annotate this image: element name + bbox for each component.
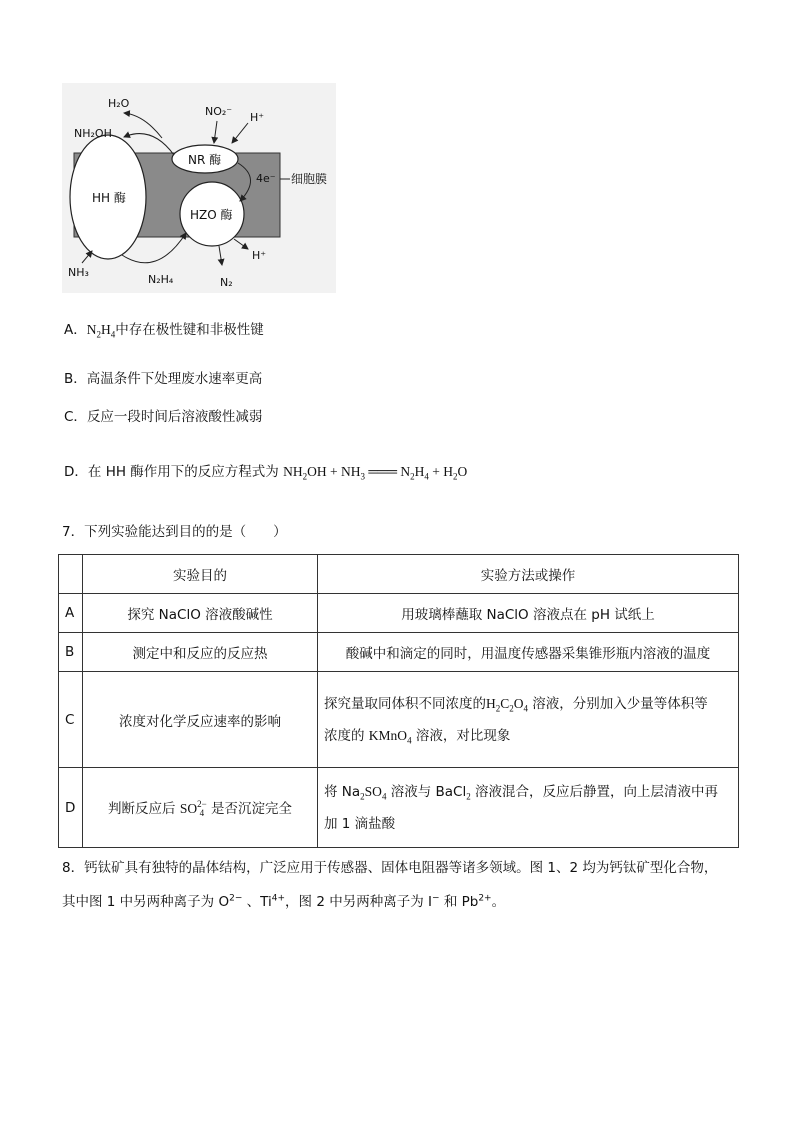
- equation-arrow: ═══: [368, 464, 398, 479]
- option-c-label: C．: [64, 409, 87, 425]
- option-c-text: 反应一段时间后溶液酸性减弱: [86, 409, 263, 425]
- label-hzo: HZO 酶: [190, 208, 233, 222]
- row-aim: 判断反应后 SO 2− 4 是否沉淀完全: [83, 768, 318, 848]
- label-hh: HH 酶: [92, 191, 126, 205]
- option-a-h: H: [101, 322, 111, 337]
- row-method: 用玻璃棒蘸取 NaClO 溶液点在 pH 试纸上: [318, 594, 739, 633]
- question-7-stem: 7．下列实验能达到目的的是（ ）: [62, 524, 287, 540]
- row-letter: C: [59, 672, 83, 768]
- option-b: [64, 367, 262, 387]
- row-letter: D: [59, 768, 83, 848]
- option-b-text: 高温条件下处理废水速率更高: [86, 371, 263, 387]
- label-n2: N₂: [220, 276, 233, 289]
- label-nh3: NH₃: [68, 266, 89, 279]
- option-d: [64, 460, 467, 480]
- header-aim: 实验目的: [83, 555, 318, 594]
- row-method: 探究量取同体积不同浓度的$H_2C_2O_4$ 溶液，分别加入少量等体积等 浓度的 KMnO$_4$ 溶液，对比现象: [318, 672, 739, 768]
- option-a-sub1: 2: [96, 329, 101, 340]
- table-row: [59, 633, 739, 672]
- experiment-table: [58, 554, 739, 848]
- row-method: 酸碱中和滴定的同时，用温度传感器采集锥形瓶内溶液的温度: [318, 633, 739, 672]
- option-a-text: 中存在极性键和非极性键: [115, 322, 264, 338]
- q8-line2: 其中图 1 中另两种离子为 $O^{2-}$ 、$Ti^{4+}$，图 2 中另两种离子为 I− 和 $Pb^{2+}$。: [62, 893, 506, 910]
- row-letter: B: [59, 633, 83, 672]
- label-h2o: H₂O: [108, 97, 130, 110]
- label-membrane: 细胞膜: [291, 172, 328, 186]
- option-a-n: N: [86, 322, 97, 337]
- question-8-stem: [62, 851, 744, 919]
- row-aim: 浓度对化学反应速率的影响: [83, 672, 318, 768]
- row-aim: 探究 NaClO 溶液酸碱性: [83, 594, 318, 633]
- label-h-bottom: H⁺: [252, 249, 267, 262]
- table-row: [59, 672, 739, 768]
- option-a: [64, 318, 264, 338]
- option-c: [64, 405, 262, 425]
- option-b-label: B．: [64, 371, 87, 387]
- option-d-label: D．: [64, 464, 88, 480]
- label-no2: NO₂⁻: [205, 105, 233, 118]
- row-aim: 测定中和反应的反应热: [83, 633, 318, 672]
- label-4e: 4e⁻: [256, 172, 276, 185]
- header-blank: [59, 555, 83, 594]
- label-n2h4: N₂H₄: [148, 273, 174, 286]
- option-a-sub2: 4: [110, 329, 116, 340]
- row-method: 将 $Na_2SO_4$ 溶液与 BaCl$_2$ 溶液混合，反应后静置，向上层清液中再 加 1 滴盐酸: [318, 768, 739, 848]
- label-nr: NR 酶: [188, 153, 222, 167]
- option-d-text: 在 HH 酶作用下的反应方程式为: [87, 464, 284, 480]
- option-d-equation: $NH_2OH + NH_3$ ═══ $N_2H_4 + H_2O$: [283, 464, 468, 482]
- q8-line1: 8．钙钛矿具有独特的晶体结构，广泛应用于传感器、固体电阻器等诸多领域。图 1、2 均为钙钛矿型化合物，: [62, 860, 718, 876]
- table-row: [59, 768, 739, 848]
- enzyme-membrane-diagram: [62, 83, 336, 293]
- table-row: [59, 594, 739, 633]
- header-method: 实验方法或操作: [318, 555, 739, 594]
- label-h-top: H⁺: [250, 111, 265, 124]
- option-a-label: A．: [64, 322, 87, 338]
- label-nh2oh: NH₂OH: [74, 127, 112, 140]
- row-letter: A: [59, 594, 83, 633]
- table-header-row: [59, 555, 739, 594]
